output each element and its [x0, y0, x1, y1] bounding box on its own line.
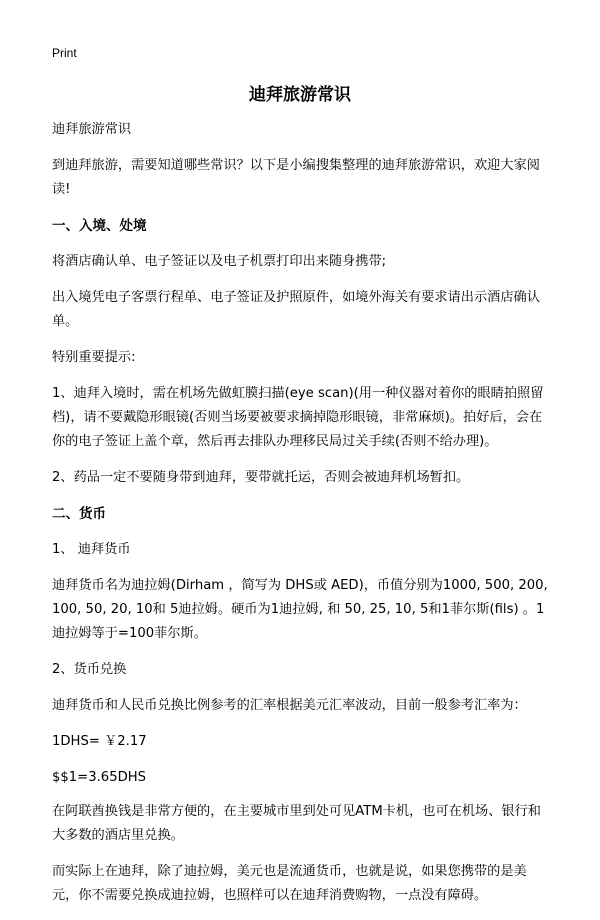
paragraph-atm: 在阿联酋换钱是非常方便的，在主要城市里到处可见ATM卡机，也可在机场、银行和大多数的酒店里兑换。 [52, 804, 541, 843]
paragraph-rate-cny: 1DHS= ￥2.17 [52, 734, 147, 749]
paragraph-currency-title: 1、 迪拜货币 [52, 542, 131, 557]
paragraph-currency-desc: 迪拜货币名为迪拉姆(Dirham ，简写为 DHS或 AED)，币值分别为1000, 500, 200, 100, 50, 20, 10和 5迪拉姆。硬币为1迪拉姆, 和 50, 25, 10, 5和1菲尔斯(fils) 。1迪拉姆等于=100菲尔斯。 [52, 578, 548, 641]
paragraph-eye-scan: 1、迪拜入境时，需在机场先做虹膜扫描(eye scan)(用一种仪器对着你的眼睛拍照留档)，请不要戴隐形眼镜(否则当场要被要求摘掉隐形眼镜，非常麻烦)。拍好后，会在你的电子签证上盖个章，然后再去排队办理移民局过关手续(否则不给办理)。 [52, 386, 544, 449]
paragraph-rate-usd: $$1=3.65DHS [52, 770, 147, 785]
page-title: 迪拜旅游常识 [249, 85, 351, 105]
paragraph-customs: 出入境凭电子客票行程单、电子签证及护照原件，如境外海关有要求请出示酒店确认单。 [52, 290, 540, 329]
intro-paragraph: 到迪拜旅游，需要知道哪些常识？以下是小编搜集整理的迪拜旅游常识，欢迎大家阅读! [52, 158, 540, 197]
section-heading-entry: 一、入境、处境 [52, 218, 147, 234]
paragraph-documents: 将酒店确认单、电子签证以及电子机票打印出来随身携带; [52, 254, 387, 269]
paragraph-usd-accepted: 而实际上在迪拜，除了迪拉姆，美元也是流通货币，也就是说，如果您携带的是美元，你不需要兑换成迪拉姆，也照样可以在迪拜消费购物，一点没有障碍。 [52, 864, 527, 903]
subtitle: 迪拜旅游常识 [52, 122, 132, 137]
paragraph-exchange-rate-intro: 迪拜货币和人民币兑换比例参考的汇率根据美元汇率波动，目前一般参考汇率为： [52, 698, 527, 713]
article-body [52, 118, 552, 920]
paragraph-exchange-title: 2、货币兑换 [52, 662, 127, 677]
paragraph-notice-label: 特别重要提示: [52, 350, 136, 365]
paragraph-medicine: 2、药品一定不要随身带到迪拜，要带就托运，否则会被迪拜机场暂扣。 [52, 470, 470, 485]
section-heading-currency: 二、货币 [52, 506, 106, 522]
print-link[interactable]: Print [52, 46, 77, 60]
